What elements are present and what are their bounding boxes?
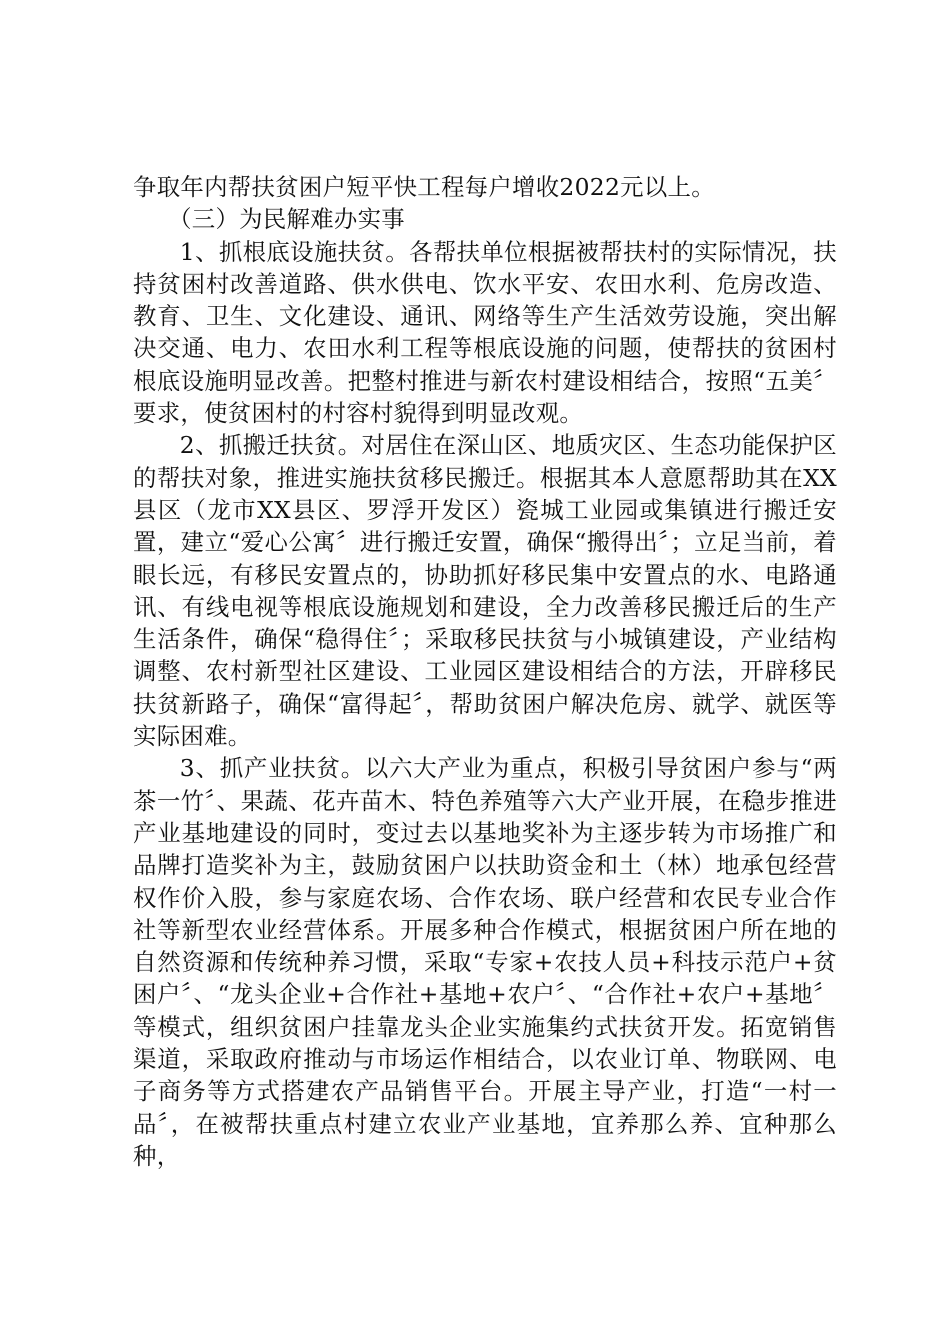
document-body	[133, 171, 837, 1172]
paragraph-industry: 3、抓产业扶贫。以六大产业为重点，积极引导贫困户参与“两茶一竹〞、果蔬、花卉苗木、特色养殖等六大产业开展，在稳步推进产业基地建设的同时，变过去以基地奖补为主逐步转为市场推广和品牌打造奖补为主，鼓励贫困户以扶助资金和土（林）地承包经营权作价入股，参与家庭农场、合作农场、联户经营和农民专业合作社等新型农业经营体系。开展多种合作模式，根据贫困户所在地的自然资源和传统种养习惯，采取“专家+农技人员+科技示范户+贫困户〞、“龙头企业+合作社+基地+农户〞、“合作社+农户+基地〞等模式，组织贫困户挂靠龙头企业实施集约式扶贫开发。拓宽销售渠道，采取政府推动与市场运作相结合，以农业订单、物联网、电子商务等方式搭建农产品销售平台。开展主导产业，打造“一村一品〞，在被帮扶重点村建立农业产业基地，宜养那么养、宜种那么种，	[133, 754, 837, 1170]
paragraph-continuation: 争取年内帮扶贫困户短平快工程每户增收2022元以上。	[133, 173, 715, 201]
paragraph-relocation: 2、抓搬迁扶贫。对居住在深山区、地质灾区、生态功能保护区的帮扶对象，推进实施扶贫移民搬迁。根据其本人意愿帮助其在XX县区（龙市XX县区、罗浮开发区）瓷城工业园或集镇进行搬迁安置，建立“爱心公寓〞进行搬迁安置，确保“搬得出〞；立足当前，着眼长远，有移民安置点的，协助抓好移民集中安置点的水、电路通讯、有线电视等根底设施规划和建设，全力改善移民搬迁后的生产生活条件，确保“稳得住〞；采取移民扶贫与小城镇建设，产业结构调整、农村新型社区建设、工业园区建设相结合的方法，开辟移民扶贫新路子，确保“富得起〞，帮助贫困户解决危房、就学、就医等实际困难。	[133, 431, 837, 751]
section-heading: （三）为民解难办实事	[168, 205, 405, 234]
paragraph-infrastructure: 1、抓根底设施扶贫。各帮扶单位根据被帮扶村的实际情况，扶持贫困村改善道路、供水供电、饮水平安、农田水利、危房改造、教育、卫生、文化建设、通讯、网络等生产生活效劳设施，突出解决交通、电力、农田水利工程等根底设施的问题，使帮扶的贫困村根底设施明显改善。把整村推进与新农村建设相结合，按照“五美〞要求，使贫困村的村容村貌得到明显改观。	[133, 237, 837, 428]
